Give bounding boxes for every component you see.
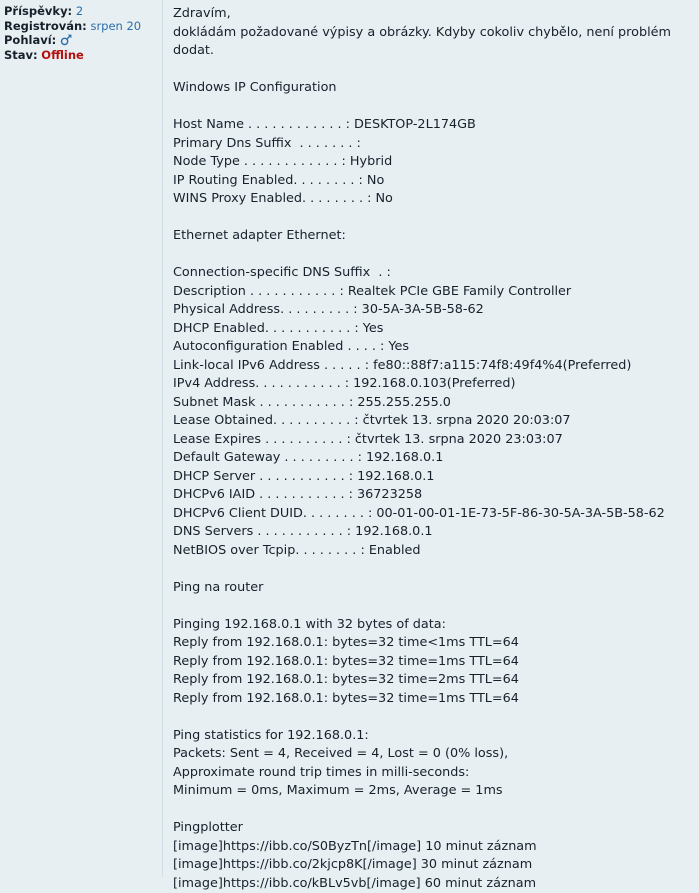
profile-row-registered <box>4 19 156 34</box>
message-line: Reply from 192.168.0.1: bytes=32 time<1ms TTL=64 <box>173 634 691 653</box>
profile-row-posts <box>4 4 156 19</box>
profile-row-status <box>4 48 156 63</box>
message-line: Pinging 192.168.0.1 with 32 bytes of data: <box>173 616 691 635</box>
message-line: Link-local IPv6 Address . . . . . : fe80::88f7:a115:74f8:49f4%4(Preferred) <box>173 357 691 376</box>
post-message-body <box>163 0 699 877</box>
message-line-blank <box>173 597 691 616</box>
message-line: DHCP Enabled. . . . . . . . . . . : Yes <box>173 320 691 339</box>
message-line-blank <box>173 560 691 579</box>
message-line: dokládám požadované výpisy a obrázky. Kdyby cokoliv chybělo, není problém dodat. <box>173 24 691 61</box>
message-line: DHCPv6 Client DUID. . . . . . . . : 00-01-00-01-1E-73-5F-86-30-5A-3A-5B-58-62 <box>173 505 691 524</box>
message-line: WINS Proxy Enabled. . . . . . . . : No <box>173 190 691 209</box>
profile-label-status: Stav: <box>4 48 38 62</box>
status-badge: Offline <box>41 48 84 62</box>
message-line: Ping na router <box>173 579 691 598</box>
message-line: Connection-specific DNS Suffix . : <box>173 264 691 283</box>
message-line-blank <box>173 209 691 228</box>
message-line: Default Gateway . . . . . . . . . : 192.168.0.1 <box>173 449 691 468</box>
message-line: [image]https://ibb.co/2kjcp8K[/image] 30 minut záznam <box>173 856 691 875</box>
message-line: Minimum = 0ms, Maximum = 2ms, Average = 1ms <box>173 782 691 801</box>
message-line: Lease Obtained. . . . . . . . . . : čtvrtek 13. srpna 2020 20:03:07 <box>173 412 691 431</box>
message-line: Approximate round trip times in milli-seconds: <box>173 764 691 783</box>
message-line: Node Type . . . . . . . . . . . . : Hybrid <box>173 153 691 172</box>
message-line: NetBIOS over Tcpip. . . . . . . . : Enabled <box>173 542 691 561</box>
message-line-blank <box>173 98 691 117</box>
message-line: Lease Expires . . . . . . . . . . : čtvrtek 13. srpna 2020 23:03:07 <box>173 431 691 450</box>
message-line: Autoconfiguration Enabled . . . . : Yes <box>173 338 691 357</box>
profile-label-gender: Pohlaví: <box>4 33 56 47</box>
message-line: IPv4 Address. . . . . . . . . . . : 192.168.0.103(Preferred) <box>173 375 691 394</box>
message-line-blank <box>173 246 691 265</box>
message-line: DNS Servers . . . . . . . . . . . : 192.168.0.1 <box>173 523 691 542</box>
message-line: Zdravím, <box>173 5 691 24</box>
message-line: IP Routing Enabled. . . . . . . . : No <box>173 172 691 191</box>
message-line: Windows IP Configuration <box>173 79 691 98</box>
message-line: Primary Dns Suffix . . . . . . . : <box>173 135 691 154</box>
profile-row-gender <box>4 33 156 48</box>
message-line: Packets: Sent = 4, Received = 4, Lost = 0 (0% loss), <box>173 745 691 764</box>
message-line: [image]https://ibb.co/kBLv5vb[/image] 60 minut záznam <box>173 875 691 893</box>
message-line: Description . . . . . . . . . . . : Realtek PCIe GBE Family Controller <box>173 283 691 302</box>
profile-value-registered[interactable]: srpen 20 <box>90 19 141 33</box>
profile-label-registered: Registrován: <box>4 19 87 33</box>
message-line: DHCP Server . . . . . . . . . . . : 192.168.0.1 <box>173 468 691 487</box>
message-line: Host Name . . . . . . . . . . . . : DESKTOP-2L174GB <box>173 116 691 135</box>
message-line: Subnet Mask . . . . . . . . . . . : 255.255.255.0 <box>173 394 691 413</box>
message-line: Physical Address. . . . . . . . . : 30-5A-3A-5B-58-62 <box>173 301 691 320</box>
male-gender-icon <box>60 34 72 46</box>
message-line: Ethernet adapter Ethernet: <box>173 227 691 246</box>
message-line: Pingplotter <box>173 819 691 838</box>
message-line: Reply from 192.168.0.1: bytes=32 time=2ms TTL=64 <box>173 671 691 690</box>
message-line-blank <box>173 61 691 80</box>
message-line-blank <box>173 708 691 727</box>
post-author-profile <box>0 0 163 877</box>
message-line: Reply from 192.168.0.1: bytes=32 time=1ms TTL=64 <box>173 690 691 709</box>
message-line: Ping statistics for 192.168.0.1: <box>173 727 691 746</box>
profile-label-posts: Příspěvky: <box>4 4 72 18</box>
message-line: Reply from 192.168.0.1: bytes=32 time=1ms TTL=64 <box>173 653 691 672</box>
message-line: DHCPv6 IAID . . . . . . . . . . . : 36723258 <box>173 486 691 505</box>
profile-value-posts[interactable]: 2 <box>76 4 83 18</box>
message-line: [image]https://ibb.co/S0ByzTn[/image] 10 minut záznam <box>173 838 691 857</box>
message-line-blank <box>173 801 691 820</box>
